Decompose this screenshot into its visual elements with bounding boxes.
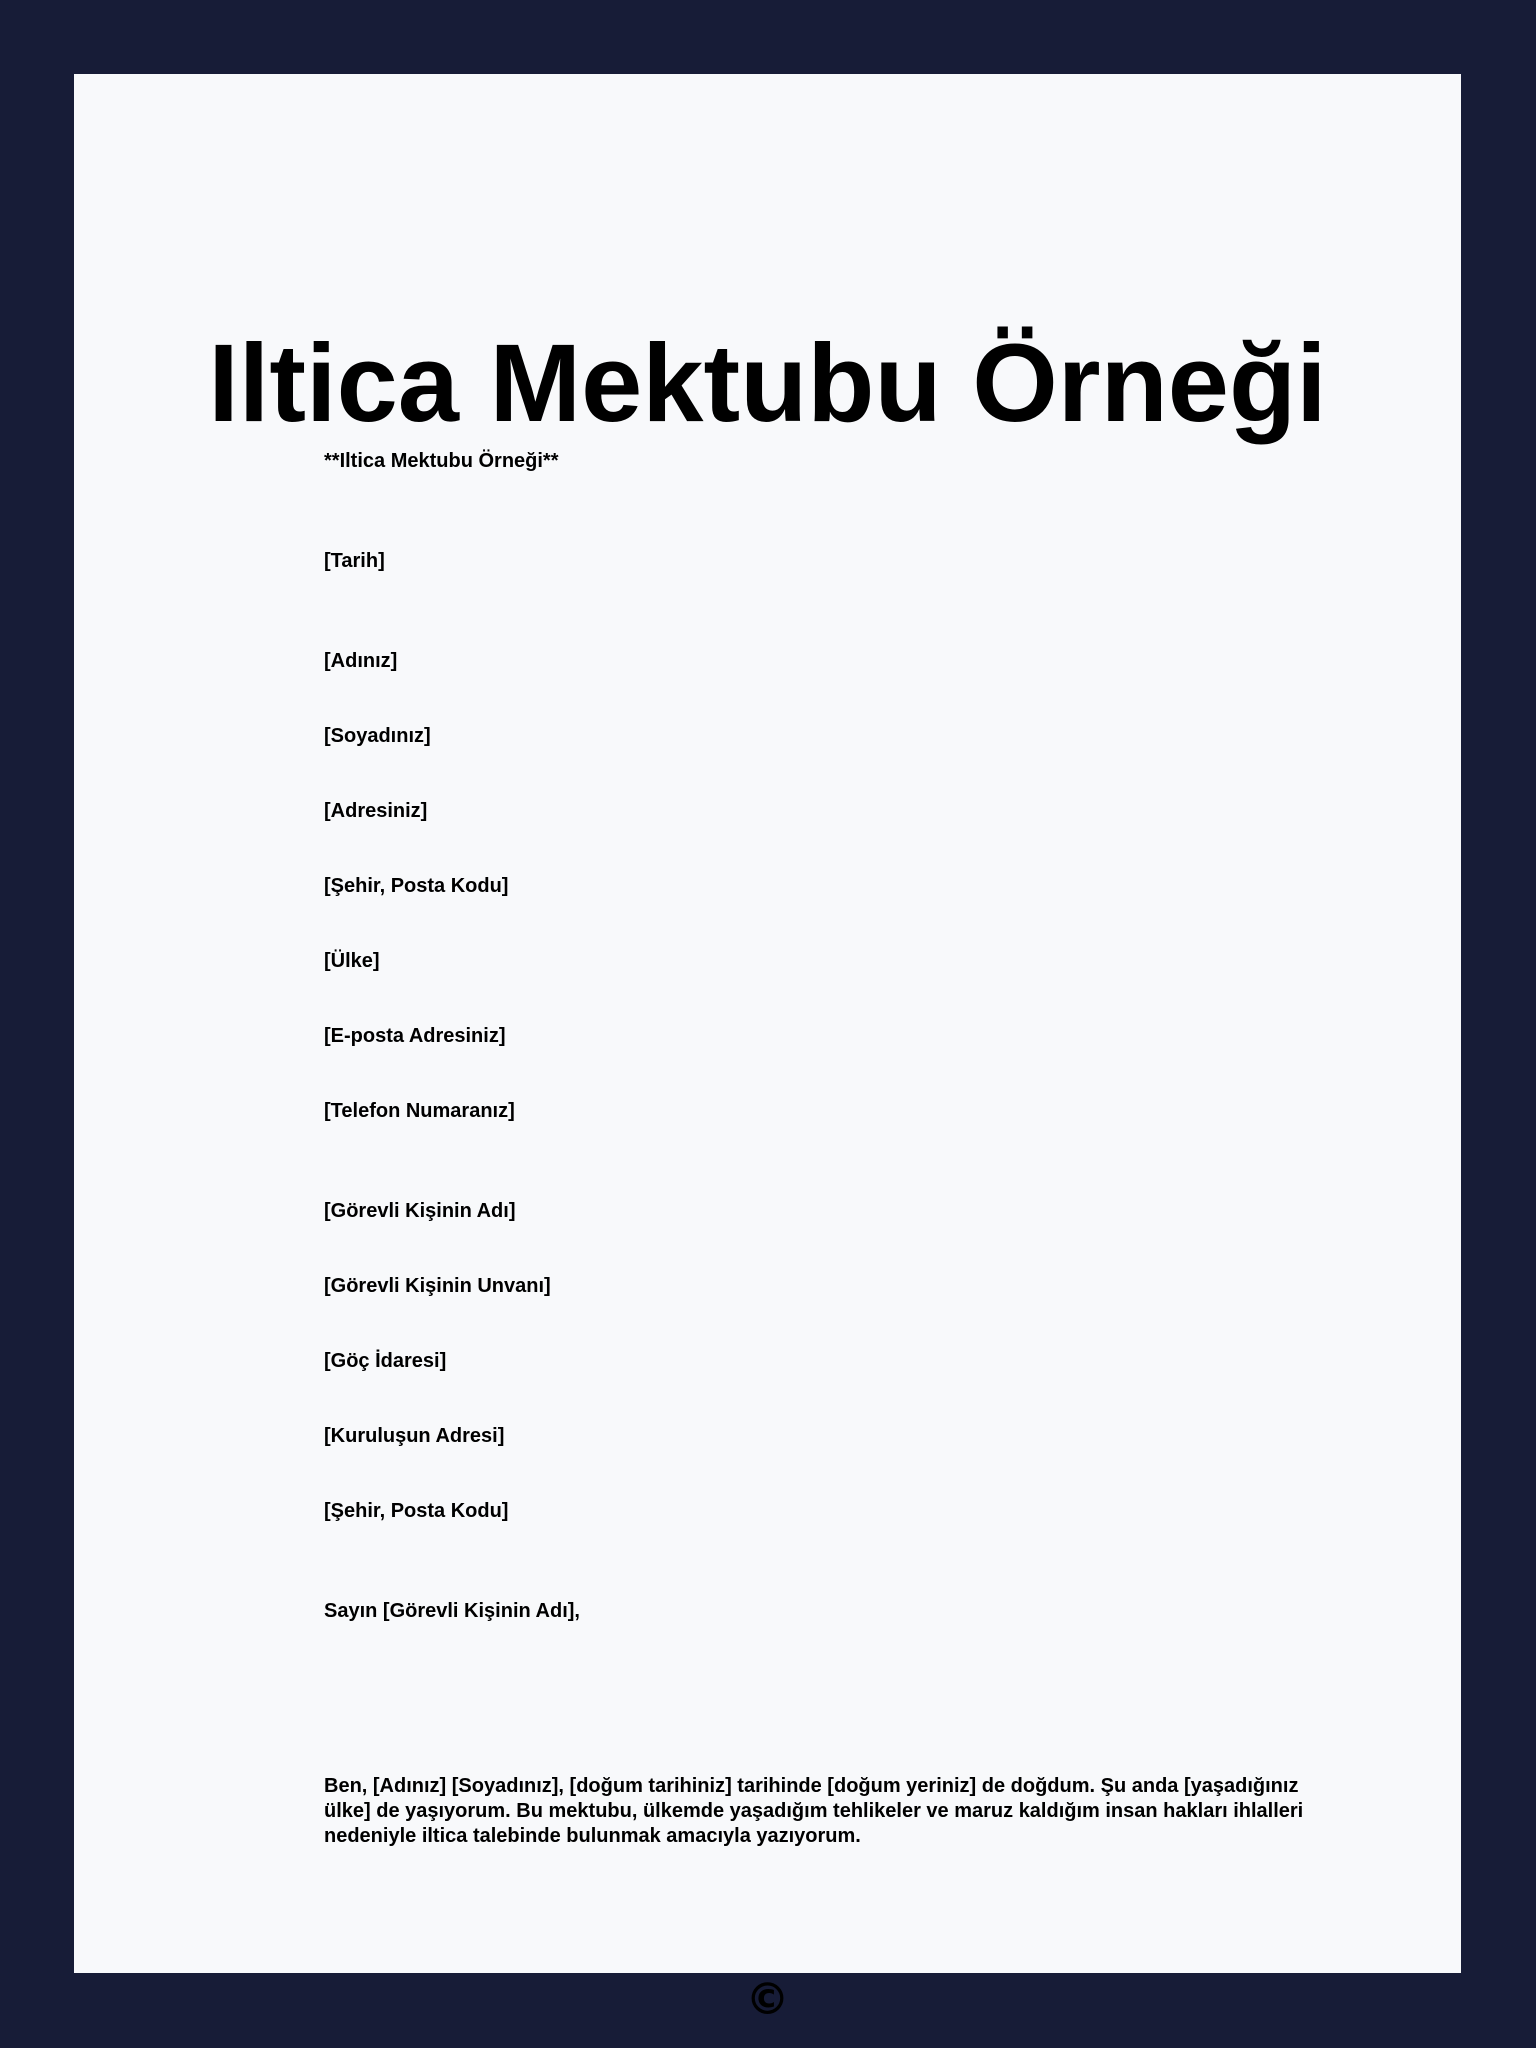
sender-country: [Ülke] [324, 950, 380, 972]
recipient-office: [Göç İdaresi] [324, 1350, 447, 1372]
copyright-icon: © [745, 1974, 790, 2025]
sender-phone: [Telefon Numaranız] [324, 1100, 515, 1122]
sender-first-name: [Adınız] [324, 650, 398, 672]
recipient-city-postcode: [Şehir, Posta Kodu] [324, 1500, 509, 1522]
document-page [74, 74, 1461, 2025]
recipient-address: [Kuruluşun Adresi] [324, 1425, 505, 1447]
document-subtitle: **Iltica Mektubu Örneği** [324, 450, 559, 472]
sender-last-name: [Soyadınız] [324, 725, 431, 747]
sender-city-postcode: [Şehir, Posta Kodu] [324, 875, 509, 897]
sender-email: [E-posta Adresiniz] [324, 1025, 506, 1047]
salutation: Sayın [Görevli Kişinin Adı], [324, 1600, 580, 1622]
body-paragraph: Ben, [Adınız] [Soyadınız], [doğum tarihiniz] tarihinde [doğum yeriniz] de doğdum. Şu anda [yaşadığınız ülke] de yaşıyorum. Bu mektubu, ülkemde yaşadığım tehlikeler ve maruz kaldığım insan hakları ihlalleri nedeniyle iltica talebinde bulunmak amacıyla yazıyorum. [324, 1775, 1304, 1847]
recipient-name: [Görevli Kişinin Adı] [324, 1200, 516, 1222]
sender-address: [Adresiniz] [324, 800, 428, 822]
document-title: Iltica Mektubu Örneği [208, 322, 1327, 445]
date-line: [Tarih] [324, 550, 385, 572]
recipient-title: [Görevli Kişinin Unvanı] [324, 1275, 551, 1297]
